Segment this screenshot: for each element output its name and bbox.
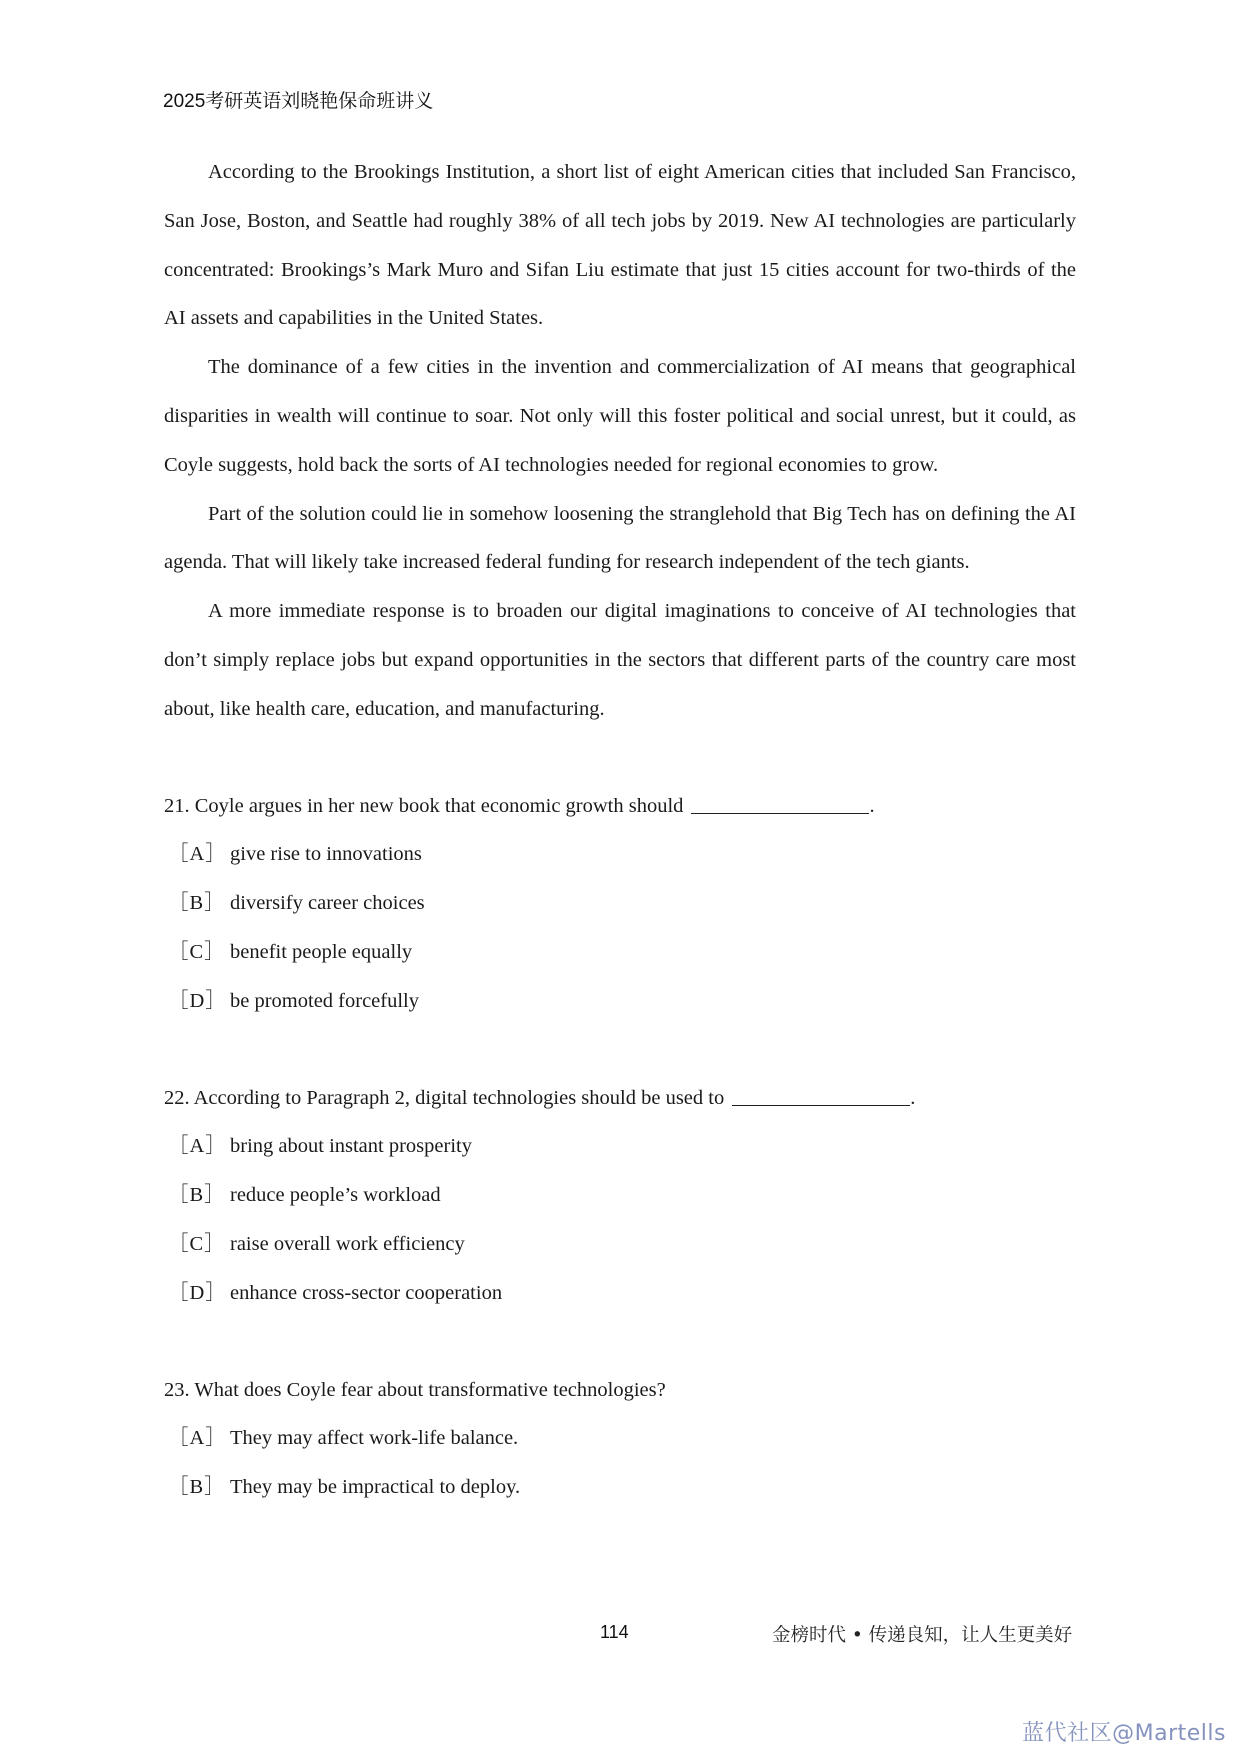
option-letter: ［C］ bbox=[168, 940, 226, 963]
option-letter: ［D］ bbox=[168, 1281, 227, 1304]
option-text: give rise to innovations bbox=[230, 843, 422, 866]
option-text: enhance cross-sector cooperation bbox=[230, 1281, 503, 1304]
question-stem-text: 22. According to Paragraph 2, digital technologies should be used to bbox=[164, 1086, 725, 1109]
option-d bbox=[164, 977, 1076, 1026]
option-letter: ［A］ bbox=[168, 1427, 227, 1450]
option-text: diversify career choices bbox=[230, 892, 425, 915]
option-text: raise overall work efficiency bbox=[230, 1232, 465, 1255]
question-stem-end: . bbox=[869, 794, 875, 817]
option-a bbox=[164, 1414, 1076, 1463]
option-letter: ［D］ bbox=[168, 989, 227, 1012]
option-text: be promoted forcefully bbox=[230, 989, 419, 1012]
option-a bbox=[164, 1122, 1076, 1171]
option-b bbox=[164, 879, 1076, 928]
answer-blank bbox=[732, 1085, 910, 1106]
option-text: bring about instant prosperity bbox=[230, 1135, 472, 1158]
option-c bbox=[164, 928, 1076, 977]
answer-blank bbox=[691, 793, 869, 814]
option-letter: ［A］ bbox=[168, 1135, 227, 1158]
option-b bbox=[164, 1463, 1076, 1512]
option-c bbox=[164, 1220, 1076, 1269]
option-text: They may be impractical to deploy. bbox=[230, 1476, 521, 1499]
option-letter: ［B］ bbox=[168, 1184, 226, 1207]
option-letter: ［B］ bbox=[168, 892, 226, 915]
option-letter: ［B］ bbox=[168, 1476, 226, 1499]
question-23 bbox=[164, 1366, 1076, 1512]
watermark: 蓝代社区@Martells bbox=[1022, 1721, 1226, 1746]
option-text: They may affect work-life balance. bbox=[230, 1427, 519, 1450]
document-body bbox=[164, 148, 1076, 1512]
page-number: 114 bbox=[600, 1622, 629, 1642]
paragraph: Part of the solution could lie in somehow loosening the stranglehold that Big Tech has on defining the AI agenda. That will likely take increased federal funding for research independent of the tech giants. bbox=[164, 502, 1076, 574]
option-text: reduce people’s workload bbox=[230, 1184, 441, 1207]
question-stem bbox=[164, 1074, 1076, 1123]
question-stem-end: . bbox=[910, 1086, 916, 1109]
question-stem-text: 23. What does Coyle fear about transformative technologies? bbox=[164, 1378, 666, 1401]
question-22 bbox=[164, 1074, 1076, 1318]
question-21 bbox=[164, 782, 1076, 1026]
question-stem bbox=[164, 1366, 1076, 1415]
question-stem-text: 21. Coyle argues in her new book that economic growth should bbox=[164, 794, 684, 817]
option-text: benefit people equally bbox=[230, 940, 413, 963]
option-a bbox=[164, 830, 1076, 879]
document-header-title: 2025考研英语刘晓艳保命班讲义 bbox=[163, 91, 434, 112]
option-b bbox=[164, 1171, 1076, 1220]
option-d bbox=[164, 1269, 1076, 1318]
footer-slogan: 金榜时代 • 传递良知，让人生更美好 bbox=[772, 1625, 1073, 1646]
paragraph: A more immediate response is to broaden our digital imaginations to conceive of AI technologies that don’t simply replace jobs but expand opportunities in the sectors that different parts of the country care most about, like health care, education, and manufacturing. bbox=[164, 600, 1076, 720]
option-letter: ［C］ bbox=[168, 1232, 226, 1255]
paragraph: The dominance of a few cities in the invention and commercialization of AI means that geographical disparities in wealth will continue to soar. Not only will this foster political and social unrest, but it could, as Coyle suggests, hold back the sorts of AI technologies needed for regional economies to grow. bbox=[164, 356, 1076, 476]
paragraph: According to the Brookings Institution, a short list of eight American cities that included San Francisco, San Jose, Boston, and Seattle had roughly 38% of all tech jobs by 2019. New AI technologies are particularly concentrated: Brookings’s Mark Muro and Sifan Liu estimate that just 15 cities account for two-thirds of the AI assets and capabilities in the United States. bbox=[164, 161, 1076, 330]
question-stem bbox=[164, 782, 1076, 831]
option-letter: ［A］ bbox=[168, 843, 227, 866]
